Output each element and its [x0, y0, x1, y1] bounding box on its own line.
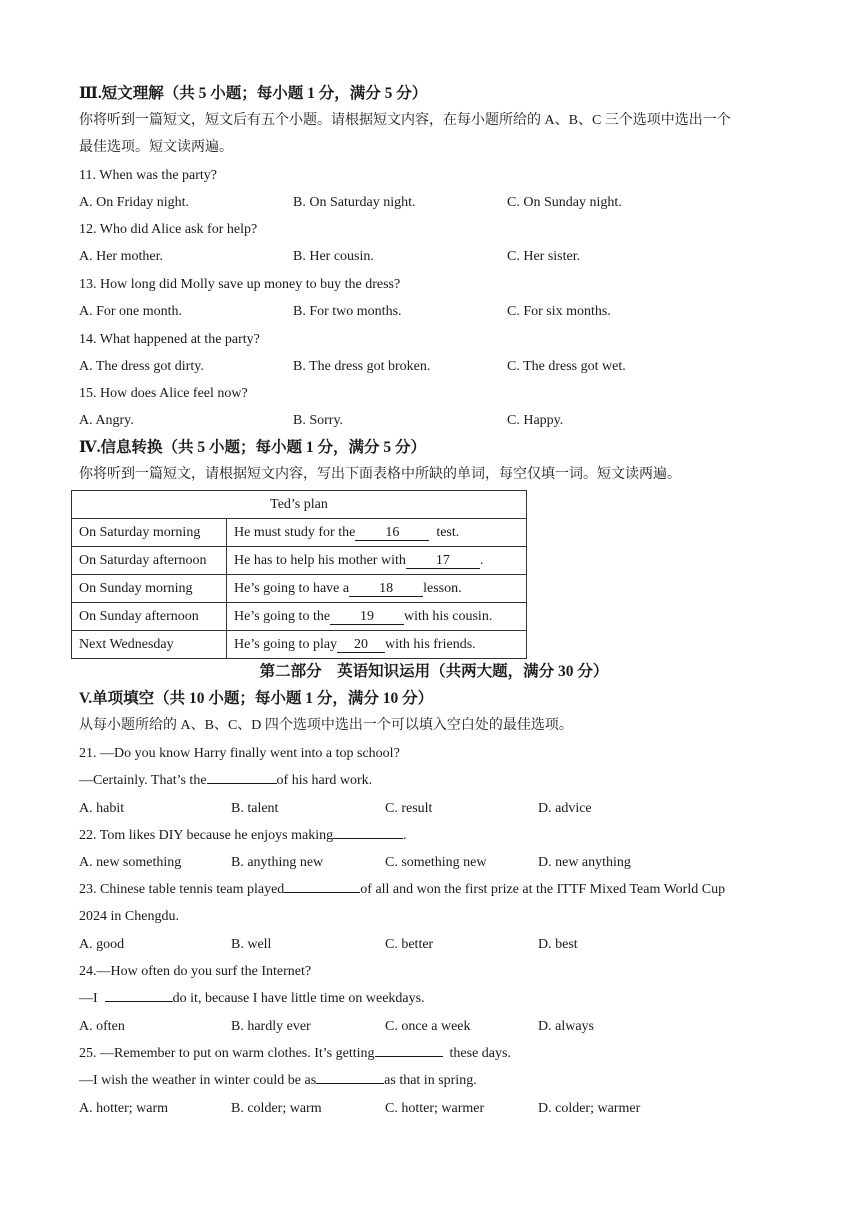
q25-blank-1[interactable] [375, 1056, 443, 1057]
section3-heading: Ⅲ.短文理解（共 5 小题；每小题 1 分，满分 5 分） [79, 85, 428, 102]
section3-instructions-line2: 最佳选项。短文读两遍。 [79, 140, 233, 155]
q14-option-a: A. The dress got dirty. [79, 359, 204, 374]
q23-option-b: B. well [231, 937, 272, 952]
plan-text: He must study for the [234, 524, 356, 540]
plan-text-end: . [479, 552, 484, 568]
q24-blank[interactable] [105, 1001, 173, 1002]
plan-cell [227, 575, 527, 603]
q12-option-c: C. Her sister. [507, 249, 581, 264]
answer-blank-19[interactable]: 19 [330, 610, 404, 625]
plan-cell [227, 631, 527, 659]
question-11: 11. When was the party? [79, 168, 218, 183]
time-cell: On Sunday morning [72, 575, 227, 603]
time-cell: On Saturday morning [72, 519, 227, 547]
q14-option-b: B. The dress got broken. [293, 359, 431, 374]
q22-option-c: C. something new [385, 855, 487, 870]
answer-blank-18[interactable]: 18 [349, 582, 423, 597]
section5-heading: V.单项填空（共 10 小题；每小题 1 分，满分 10 分） [79, 690, 434, 707]
q24-text: —I [79, 991, 98, 1006]
plan-text-end: with his cousin. [404, 608, 493, 624]
q25-option-b: B. colder; warm [231, 1101, 322, 1116]
q24-option-b: B. hardly ever [231, 1019, 311, 1034]
table-row [72, 631, 527, 659]
q11-option-c: C. On Sunday night. [507, 195, 622, 210]
q15-option-a: A. Angry. [79, 413, 134, 428]
q21-option-a: A. habit [79, 801, 125, 816]
q13-option-a: A. For one month. [79, 304, 183, 319]
table-row [72, 603, 527, 631]
q25-option-d: D. colder; warmer [538, 1101, 641, 1116]
question-12: 12. Who did Alice ask for help? [79, 222, 258, 237]
section3-instructions-line1: 你将听到一篇短文，短文后有五个小题。请根据短文内容，在每小题所给的 A、B、C 三个选项中选出一个 [79, 113, 731, 128]
table-row [72, 519, 527, 547]
time-cell: On Saturday afternoon [72, 547, 227, 575]
plan-cell [227, 519, 527, 547]
answer-blank-16[interactable]: 16 [355, 526, 429, 541]
time-cell: Next Wednesday [72, 631, 227, 659]
q25-option-a: A. hotter; warm [79, 1101, 169, 1116]
q23-blank[interactable] [284, 892, 360, 893]
q23-text-end: of all and won the first prize at the ITTF Mixed Team World Cup [360, 882, 726, 897]
question-23 [79, 881, 725, 899]
q11-option-b: B. On Saturday night. [293, 195, 416, 210]
q24-option-a: A. often [79, 1019, 125, 1034]
q11-option-a: A. On Friday night. [79, 195, 190, 210]
plan-text: He’s going to have a [234, 580, 350, 596]
question-21-line2 [79, 772, 372, 790]
question-25 [79, 1045, 511, 1063]
table-row [72, 547, 527, 575]
question-25-line2 [79, 1072, 477, 1090]
q25-text-2-end: as that in spring. [384, 1073, 477, 1088]
q21-text-end: of his hard work. [276, 773, 373, 788]
plan-text-end: test. [436, 524, 460, 540]
plan-text-end: with his friends. [385, 636, 476, 652]
q23-option-a: A. good [79, 937, 125, 952]
time-cell: On Sunday afternoon [72, 603, 227, 631]
q13-option-b: B. For two months. [293, 304, 402, 319]
q14-option-c: C. The dress got wet. [507, 359, 626, 374]
plan-text-end: lesson. [423, 580, 462, 596]
question-24-line2 [79, 990, 425, 1008]
question-22 [79, 827, 407, 845]
teds-plan-table [71, 490, 527, 659]
plan-text: He’s going to play [234, 636, 338, 652]
q21-text: —Certainly. That’s the [79, 773, 207, 788]
q25-option-c: C. hotter; warmer [385, 1101, 485, 1116]
q23-option-d: D. best [538, 937, 578, 952]
q12-option-a: A. Her mother. [79, 249, 163, 264]
question-21: 21. —Do you know Harry finally went into a top school? [79, 746, 400, 761]
plan-cell [227, 547, 527, 575]
q24-option-d: D. always [538, 1019, 594, 1034]
q22-option-a: A. new something [79, 855, 182, 870]
table-row [72, 575, 527, 603]
question-24: 24.—How often do you surf the Internet? [79, 964, 312, 979]
q25-text: 25. —Remember to put on warm clothes. It’s getting [79, 1046, 375, 1061]
question-23-line2: 2024 in Chengdu. [79, 909, 179, 924]
answer-blank-17[interactable]: 17 [406, 554, 480, 569]
q22-blank[interactable] [333, 838, 403, 839]
q22-option-b: B. anything new [231, 855, 324, 870]
q23-option-c: C. better [385, 937, 434, 952]
q25-text-end: these days. [449, 1046, 511, 1061]
table-title-row [72, 491, 527, 519]
q15-option-c: C. Happy. [507, 413, 564, 428]
q21-option-d: D. advice [538, 801, 592, 816]
q22-text: 22. Tom likes DIY because he enjoys making [79, 828, 334, 843]
section4-instructions: 你将听到一篇短文，请根据短文内容，写出下面表格中所缺的单词，每空仅填一词。短文读两遍。 [79, 467, 681, 482]
table-title: Ted’s plan [72, 491, 527, 519]
q21-option-b: B. talent [231, 801, 279, 816]
q24-option-c: C. once a week [385, 1019, 471, 1034]
q13-option-c: C. For six months. [507, 304, 611, 319]
q22-text-end: . [403, 828, 407, 843]
section5-instructions: 从每小题所给的 A、B、C、D 四个选项中选出一个可以填入空白处的最佳选项。 [79, 718, 573, 733]
question-15: 15. How does Alice feel now? [79, 386, 248, 401]
part2-heading: 第二部分 英语知识运用（共两大题，满分 30 分） [259, 663, 609, 680]
q25-text-2: —I wish the weather in winter could be as [79, 1073, 317, 1088]
q22-option-d: D. new anything [538, 855, 631, 870]
section4-heading: Ⅳ.信息转换（共 5 小题；每小题 1 分，满分 5 分） [79, 439, 426, 456]
plan-cell [227, 603, 527, 631]
question-14: 14. What happened at the party? [79, 332, 260, 347]
plan-text: He’s going to the [234, 608, 331, 624]
plan-text: He has to help his mother with [234, 552, 406, 568]
q24-text-end: do it, because I have little time on weekdays. [172, 991, 425, 1006]
answer-blank-20[interactable]: 20 [337, 638, 385, 653]
q12-option-b: B. Her cousin. [293, 249, 374, 264]
q21-blank[interactable] [207, 783, 277, 784]
q25-blank-2[interactable] [316, 1083, 384, 1084]
q21-option-c: C. result [385, 801, 433, 816]
question-13: 13. How long did Molly save up money to buy the dress? [79, 277, 401, 292]
q15-option-b: B. Sorry. [293, 413, 344, 428]
q23-text: 23. Chinese table tennis team played [79, 882, 285, 897]
